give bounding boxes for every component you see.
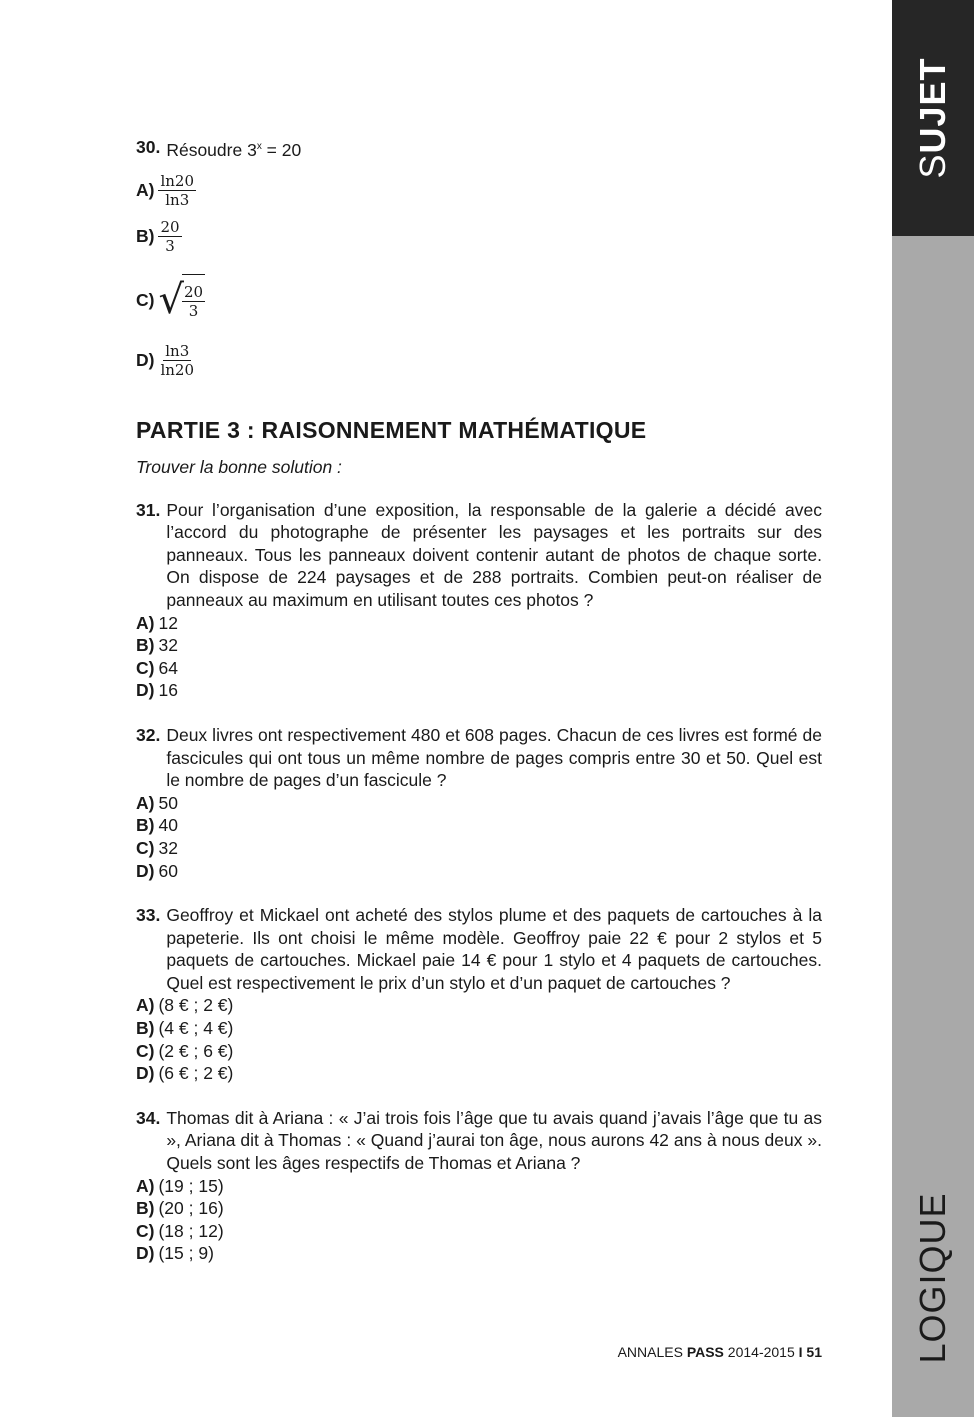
question-31	[136, 499, 822, 702]
side-label-logique: LOGIQUE	[912, 1192, 953, 1364]
fraction: $\frac{\ln 20}{\ln 3}$	[160, 171, 195, 209]
page-number: I 51	[798, 1344, 822, 1360]
page-content	[136, 136, 822, 1287]
question-text: Pour l’organisation d’une exposition, la responsable de la galerie a décidé avec l’accord du photographe de présenter les paysages et les portraits sur des panneaux. Tous les panneaux doivent contenir autant de photos de chaque sorte. On dispose de 224 paysages et de 288 portraits. Combien peut-on réaliser de panneaux au maximum en utilisant toutes ces photos ?	[166, 499, 822, 610]
question-stem	[136, 136, 822, 161]
option-a: A) 50	[136, 792, 178, 813]
option-b: B) 32	[136, 635, 178, 656]
option-c: C) (2 € ; 6 €)	[136, 1040, 234, 1061]
question-number: 31.	[136, 499, 161, 520]
question-stem	[136, 499, 822, 612]
option-c	[136, 259, 822, 337]
question-number: 33.	[136, 905, 161, 926]
option-c: C) (18 ; 12)	[136, 1220, 224, 1241]
question-number: 32.	[136, 724, 161, 745]
fraction: $\frac{20}{3}$	[160, 217, 180, 255]
square-root	[158, 274, 205, 326]
question-33	[136, 904, 822, 1085]
option-d: D) (15 ; 9)	[136, 1243, 214, 1264]
option-d: D) 60	[136, 860, 178, 881]
option-d: D) 16	[136, 680, 178, 701]
option-d: D) (6 € ; 2 €)	[136, 1063, 234, 1084]
option-a: A) (8 € ; 2 €)	[136, 995, 234, 1016]
question-stem	[136, 904, 822, 994]
question-number: 34.	[136, 1107, 161, 1128]
option-letter: C)	[136, 290, 155, 311]
section-instruction: Trouver la bonne solution :	[136, 457, 342, 478]
fraction: $\frac{\ln 3}{\ln 20}$	[160, 341, 195, 379]
option-b	[136, 213, 822, 259]
question-stem	[136, 724, 822, 792]
question-34	[136, 1107, 822, 1265]
question-30	[136, 136, 822, 383]
option-a	[136, 167, 822, 213]
option-c: C) 64	[136, 657, 178, 678]
fraction: $\frac{20}{3}$	[183, 283, 204, 321]
section-title: PARTIE 3 : RAISONNEMENT MATHÉMATIQUE	[136, 417, 647, 444]
option-letter: A)	[136, 180, 155, 201]
option-c: C) 32	[136, 837, 178, 858]
option-a: A) 12	[136, 612, 178, 633]
question-text: Geoffroy et Mickael ont acheté des stylos plume et des paquets de cartouches à la papeterie. Ils ont choisi le même modèle. Geoffroy paie 22 € pour 2 stylos et 5 paquets de cartouches. Mickael paie 14 € pour 1 stylo et 4 paquets de cartouches. Quel est respectivement le prix d’un stylo et d’un paquet de cartouches ?	[166, 905, 822, 993]
side-label-sujet: SUJET	[912, 57, 953, 179]
question-text: Résoudre $3^x = 20$	[166, 139, 302, 160]
question-number: 30.	[136, 137, 161, 157]
question-stem	[136, 1107, 822, 1175]
option-b: B) (20 ; 16)	[136, 1198, 224, 1219]
question-32	[136, 724, 822, 882]
option-letter: B)	[136, 226, 155, 247]
page-footer: ANNALES PASS 2014-2015 I 51	[617, 1344, 822, 1360]
option-a: A) (19 ; 15)	[136, 1175, 224, 1196]
question-text: Thomas dit à Ariana : « J’ai trois fois l’âge que tu avais quand j’avais l’âge que tu as », Ariana dit à Thomas : « Quand j’aurai ton âge, nous aurons 42 ans à nous deux ». Quels sont les âges respectifs de Thomas et Ariana ?	[166, 1107, 822, 1174]
option-letter: D)	[136, 350, 155, 371]
option-b: B) 40	[136, 815, 178, 836]
sqrt-icon: √	[158, 277, 184, 324]
question-text: Deux livres ont respectivement 480 et 608 pages. Chacun de ces livres est formé de fascicules qui ont tous un même nombre de pages compris entre 30 et 50. Quel est le nombre de pages d’un fascicule ?	[166, 724, 822, 791]
option-b: B) (4 € ; 4 €)	[136, 1018, 234, 1039]
option-d	[136, 337, 822, 383]
